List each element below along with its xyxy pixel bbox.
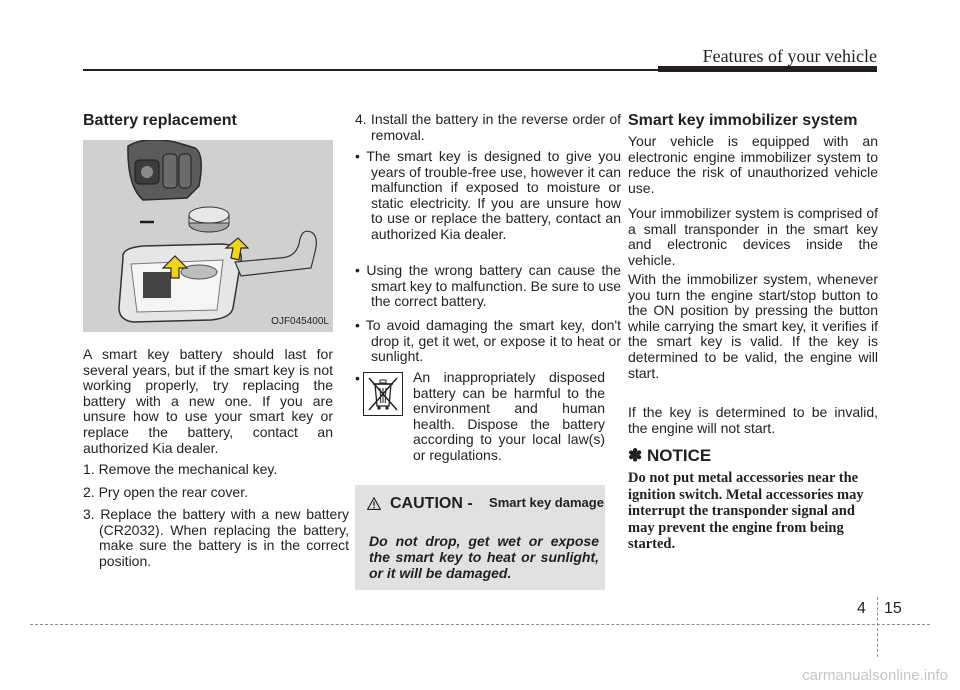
caution-subtitle: Smart key damage xyxy=(489,495,604,510)
battery-replacement-heading: Battery replacement xyxy=(83,112,237,129)
caution-body: Do not drop, get wet or expose the smart key to heat or sunlight, or it will be damaged. xyxy=(369,533,599,581)
figure-caption: OJF045400L xyxy=(271,316,329,327)
recycle-bullet-marker: • xyxy=(355,370,360,386)
header-rule-accent xyxy=(658,66,877,72)
warning-triangle-icon xyxy=(367,497,381,510)
crossed-out-bin-icon xyxy=(363,372,403,416)
immobilizer-paragraph-3: With the immobilizer system, whenever you turn the engine start/stop button to the ON position by pressing the button while carrying the smart key, it verifies if the smart key is valid. If the key is determined to be valid, the engine will start. xyxy=(628,271,878,381)
caution-title: CAUTION - xyxy=(390,495,473,512)
immobilizer-paragraph-2: Your immobilizer system is comprised of a small transponder in the smart key and electronic devices inside the vehicle. xyxy=(628,205,878,268)
step-3: 3. Replace the battery with a new battery (CR2032). When replacing the battery, make sure the battery is in the correct position. xyxy=(83,506,349,569)
bullet-moisture: • The smart key is designed to give you years of trouble-free use, however it can malfunction if exposed to moisture or static electricity. If you are unsure how to use or replace the battery, contact an authorized Kia dealer. xyxy=(355,148,621,242)
step-2: 2. Pry open the rear cover. xyxy=(83,484,248,500)
page-number: 15 xyxy=(884,600,902,617)
battery-disposal-text: An inappropriately disposed battery can be harmful to the environment and human health. Dispose the battery according to your local law(s) or regulations. xyxy=(413,369,605,463)
section-title: Features of your vehicle xyxy=(702,46,877,66)
notice-body: Do not put metal accessories near the ignition switch. Metal accessories may interrupt the transponder signal and may prevent the engine from being started. xyxy=(628,470,864,552)
watermark: carmanualsonline.info xyxy=(802,667,948,684)
bullet-wrong-battery: • Using the wrong battery can cause the smart key to malfunction. Be sure to use the correct battery. xyxy=(355,262,621,310)
battery-intro-paragraph: A smart key battery should last for several years, but if the smart key is not working properly, try replacing the battery with a new one. If you are unsure how to use your smart key or replace the battery, contact an authorized Kia dealer. xyxy=(83,346,333,456)
footer-rule xyxy=(30,624,930,625)
chapter-number: 4 xyxy=(857,600,866,617)
immobilizer-paragraph-1: Your vehicle is equipped with an electronic engine immobilizer system to reduce the risk of unauthorized vehicle use. xyxy=(628,133,878,196)
notice-title: ✽ NOTICE xyxy=(628,446,712,465)
page-number-divider xyxy=(877,597,878,657)
caution-box xyxy=(355,485,605,590)
smart-key-illustration xyxy=(83,140,333,332)
step-4: 4. Install the battery in the reverse order of removal. xyxy=(355,111,621,143)
immobilizer-paragraph-4: If the key is determined to be invalid, the engine will not start. xyxy=(628,404,878,436)
immobilizer-heading: Smart key immobilizer system xyxy=(628,112,858,129)
step-1: 1. Remove the mechanical key. xyxy=(83,461,278,477)
bullet-avoid-damage: • To avoid damaging the smart key, don't drop it, get it wet, or expose it to heat or sunlight. xyxy=(355,317,621,365)
smart-key-battery-figure xyxy=(83,140,333,332)
